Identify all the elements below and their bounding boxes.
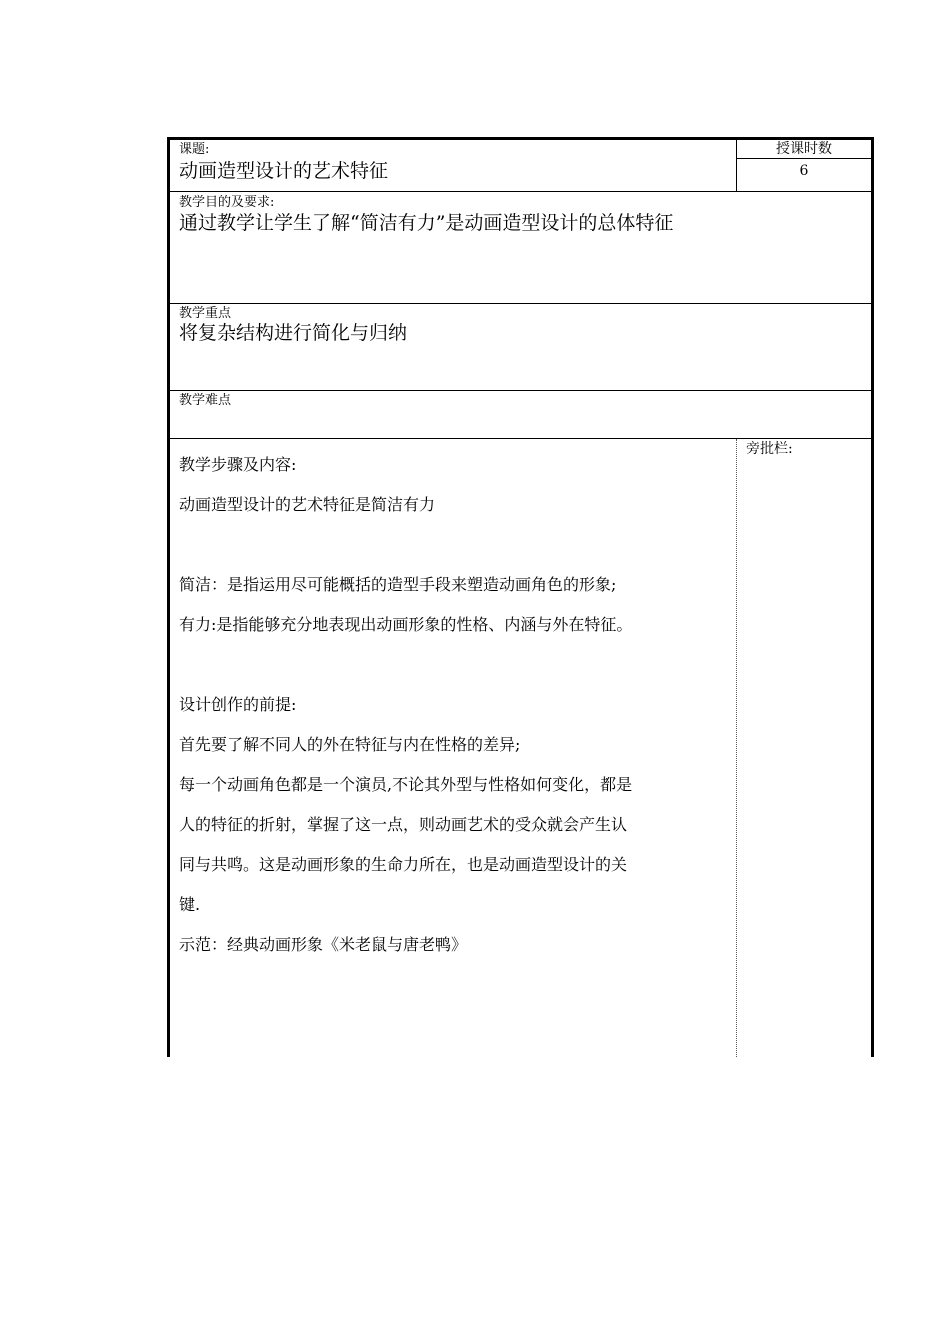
steps-line: 人的特征的折射，掌握了这一点，则动画艺术的受众就会产生认: [179, 815, 628, 834]
steps-line: 简洁：是指运用尽可能概括的造型手段来塑造动画角色的形象;: [179, 575, 617, 594]
lesson-plan-table: [167, 137, 874, 1057]
key-point-value: 将复杂结构进行简化与归纳: [179, 322, 408, 344]
goal-value: 通过教学让学生了解“简洁有力”是动画造型设计的总体特征: [179, 212, 674, 234]
steps-line: 每一个动画角色都是一个演员,不论其外型与性格如何变化，都是: [179, 775, 633, 794]
steps-row: [170, 439, 871, 1057]
annotation-label: 旁批栏:: [746, 441, 793, 457]
steps-line: 示范：经典动画形象《米老鼠与唐老鸭》: [179, 935, 468, 954]
teaching-hours-cell: [736, 140, 871, 192]
steps-line: 教学步骤及内容:: [179, 455, 297, 474]
steps-line: 有力:是指能够充分地表现出动画形象的性格、内涵与外在特征。: [179, 615, 633, 634]
steps-line: 键.: [179, 895, 201, 914]
goal-row: [170, 192, 871, 304]
steps-line: [179, 525, 729, 565]
topic-value: 动画造型设计的艺术特征: [179, 160, 389, 182]
difficulty-row: [170, 391, 871, 439]
steps-line: 动画造型设计的艺术特征是简洁有力: [179, 495, 436, 514]
goal-label: 教学目的及要求:: [179, 195, 275, 210]
steps-content: [179, 445, 729, 965]
steps-line: 首先要了解不同人的外在特征与内在性格的差异;: [179, 735, 521, 754]
topic-label: 课题:: [179, 142, 210, 157]
topic-row: [170, 140, 871, 192]
steps-line: [179, 645, 729, 685]
key-point-row: [170, 304, 871, 391]
key-point-label: 教学重点: [179, 306, 232, 321]
steps-line: 设计创作的前提:: [179, 695, 297, 714]
annotation-column: [736, 439, 871, 1057]
difficulty-label: 教学难点: [179, 393, 232, 408]
teaching-hours-label: 授课时数: [737, 140, 871, 159]
teaching-hours-value: 6: [799, 163, 809, 179]
steps-line: 同与共鸣。这是动画形象的生命力所在，也是动画造型设计的关: [179, 855, 628, 874]
